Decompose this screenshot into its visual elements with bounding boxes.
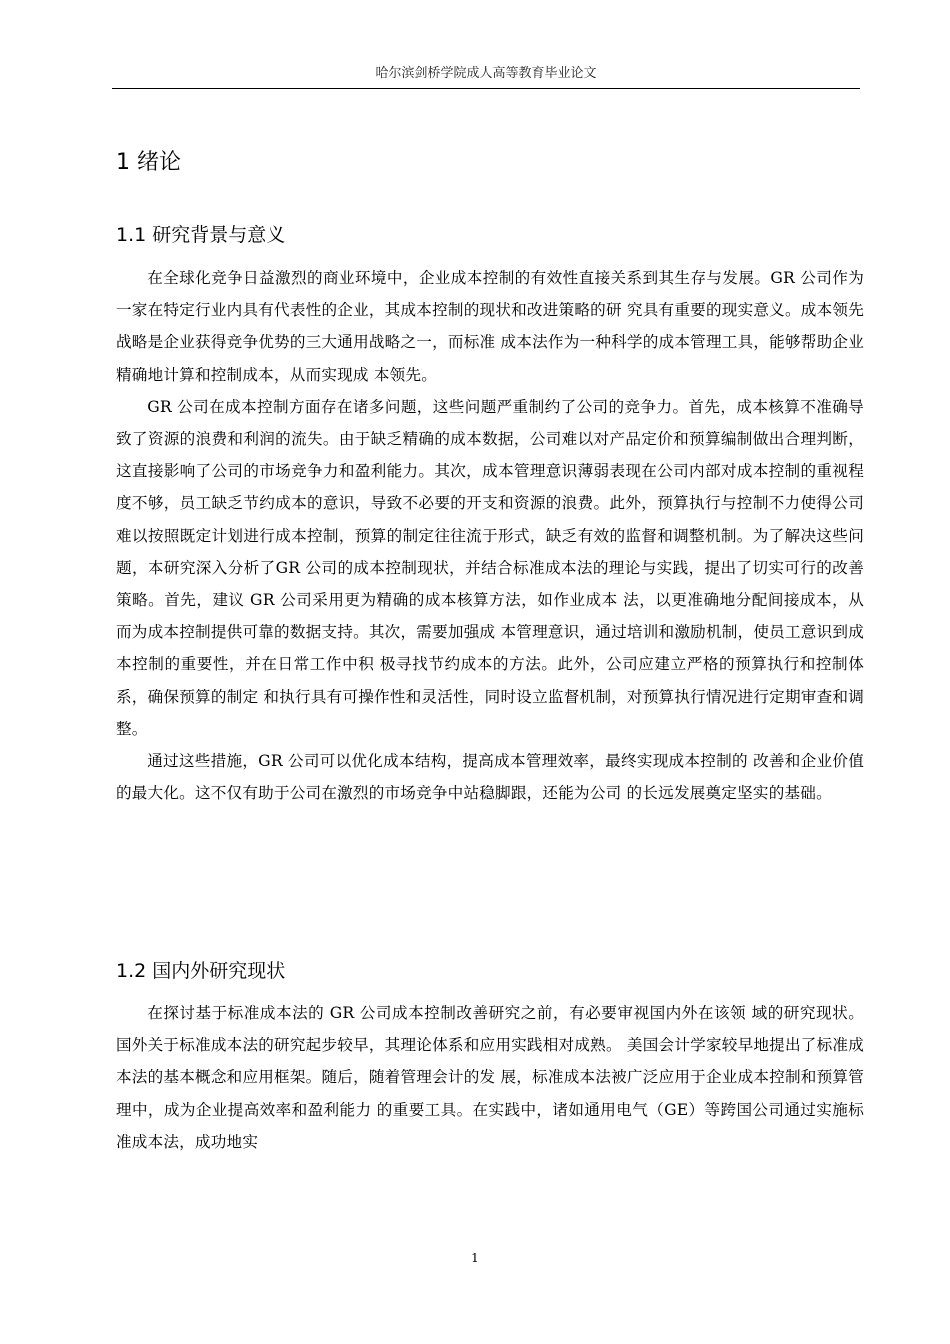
paragraph: 在探讨基于标准成本法的 GR 公司成本控制改善研究之前，有必要审视国内外在该领 域的研究现状。国外关于标准成本法的研究起步较早，其理论体系和应用实践相对成熟。 美国会计学家较早地提出了标准成本法的基本概念和应用框架。随后，随着管理会计的发 展，标准成本法被广泛应用于企业成本控制和预算管理中，成为企业提高效率和盈利能力 的重要工具。在实践中，诸如通用电气（GE）等跨国公司通过实施标准成本法，成功地实	[116, 1004, 864, 1151]
page-number: 1	[471, 1251, 479, 1265]
paragraph: 在全球化竞争日益激烈的商业环境中，企业成本控制的有效性直接关系到其生存与发展。GR 公司作为一家在特定行业内具有代表性的企业，其成本控制的现状和改进策略的研 究具有重要的现实意义。成本领先战略是企业获得竞争优势的三大通用战略之一，而标准 成本法作为一种科学的成本管理工具，能够帮助企业精确地计算和控制成本，从而实现成 本领先。	[116, 269, 864, 384]
paragraph: GR 公司在成本控制方面存在诸多问题，这些问题严重制约了公司的竞争力。首先，成本核算不准确导致了资源的浪费和利润的流失。由于缺乏精确的成本数据，公司难以对产品定价和预算编制做出合理判断，这直接影响了公司的市场竞争力和盈利能力。其次，成本管理意识薄弱表现在公司内部对成本控制的重视程度不够，员工缺乏节约成本的意识，导致不必要的开支和资源的浪费。此外，预算执行与控制不力使得公司难以按照既定计划进行成本控制，预算的制定往往流于形式，缺乏有效的监督和调整机制。为了解决这些问题，本研究深入分析了GR 公司的成本控制现状，并结合标准成本法的理论与实践，提出了切实可行的改善策略。首先，建议 GR 公司采用更为精确的成本核算方法，如作业成本 法，以更准确地分配间接成本，从而为成本控制提供可靠的数据支持。其次，需要加强成 本管理意识，通过培训和激励机制，使员工意识到成本控制的重要性，并在日常工作中积 极寻找节约成本的方法。此外，公司应建立严格的预算执行和控制体系，确保预算的制定 和执行具有可操作性和灵活性，同时设立监督机制，对预算执行情况进行定期审查和调整。	[116, 397, 864, 738]
section-1-1-body	[116, 262, 864, 809]
section-title-1-2: 1.2 国内外研究现状	[116, 960, 286, 982]
header-rule	[112, 88, 860, 89]
paragraph: 通过这些措施，GR 公司可以优化成本结构，提高成本管理效率，最终实现成本控制的 改善和企业价值的最大化。这不仅有助于公司在激烈的市场竞争中站稳脚跟，还能为公司 的长远发展奠定坚实的基础。	[116, 752, 864, 803]
section-title-1-1: 1.1 研究背景与意义	[116, 224, 286, 246]
running-header: 哈尔滨剑桥学院成人高等教育毕业论文	[375, 66, 597, 81]
section-1-2-body	[116, 997, 864, 1158]
chapter-title: 1 绪论	[116, 150, 181, 175]
